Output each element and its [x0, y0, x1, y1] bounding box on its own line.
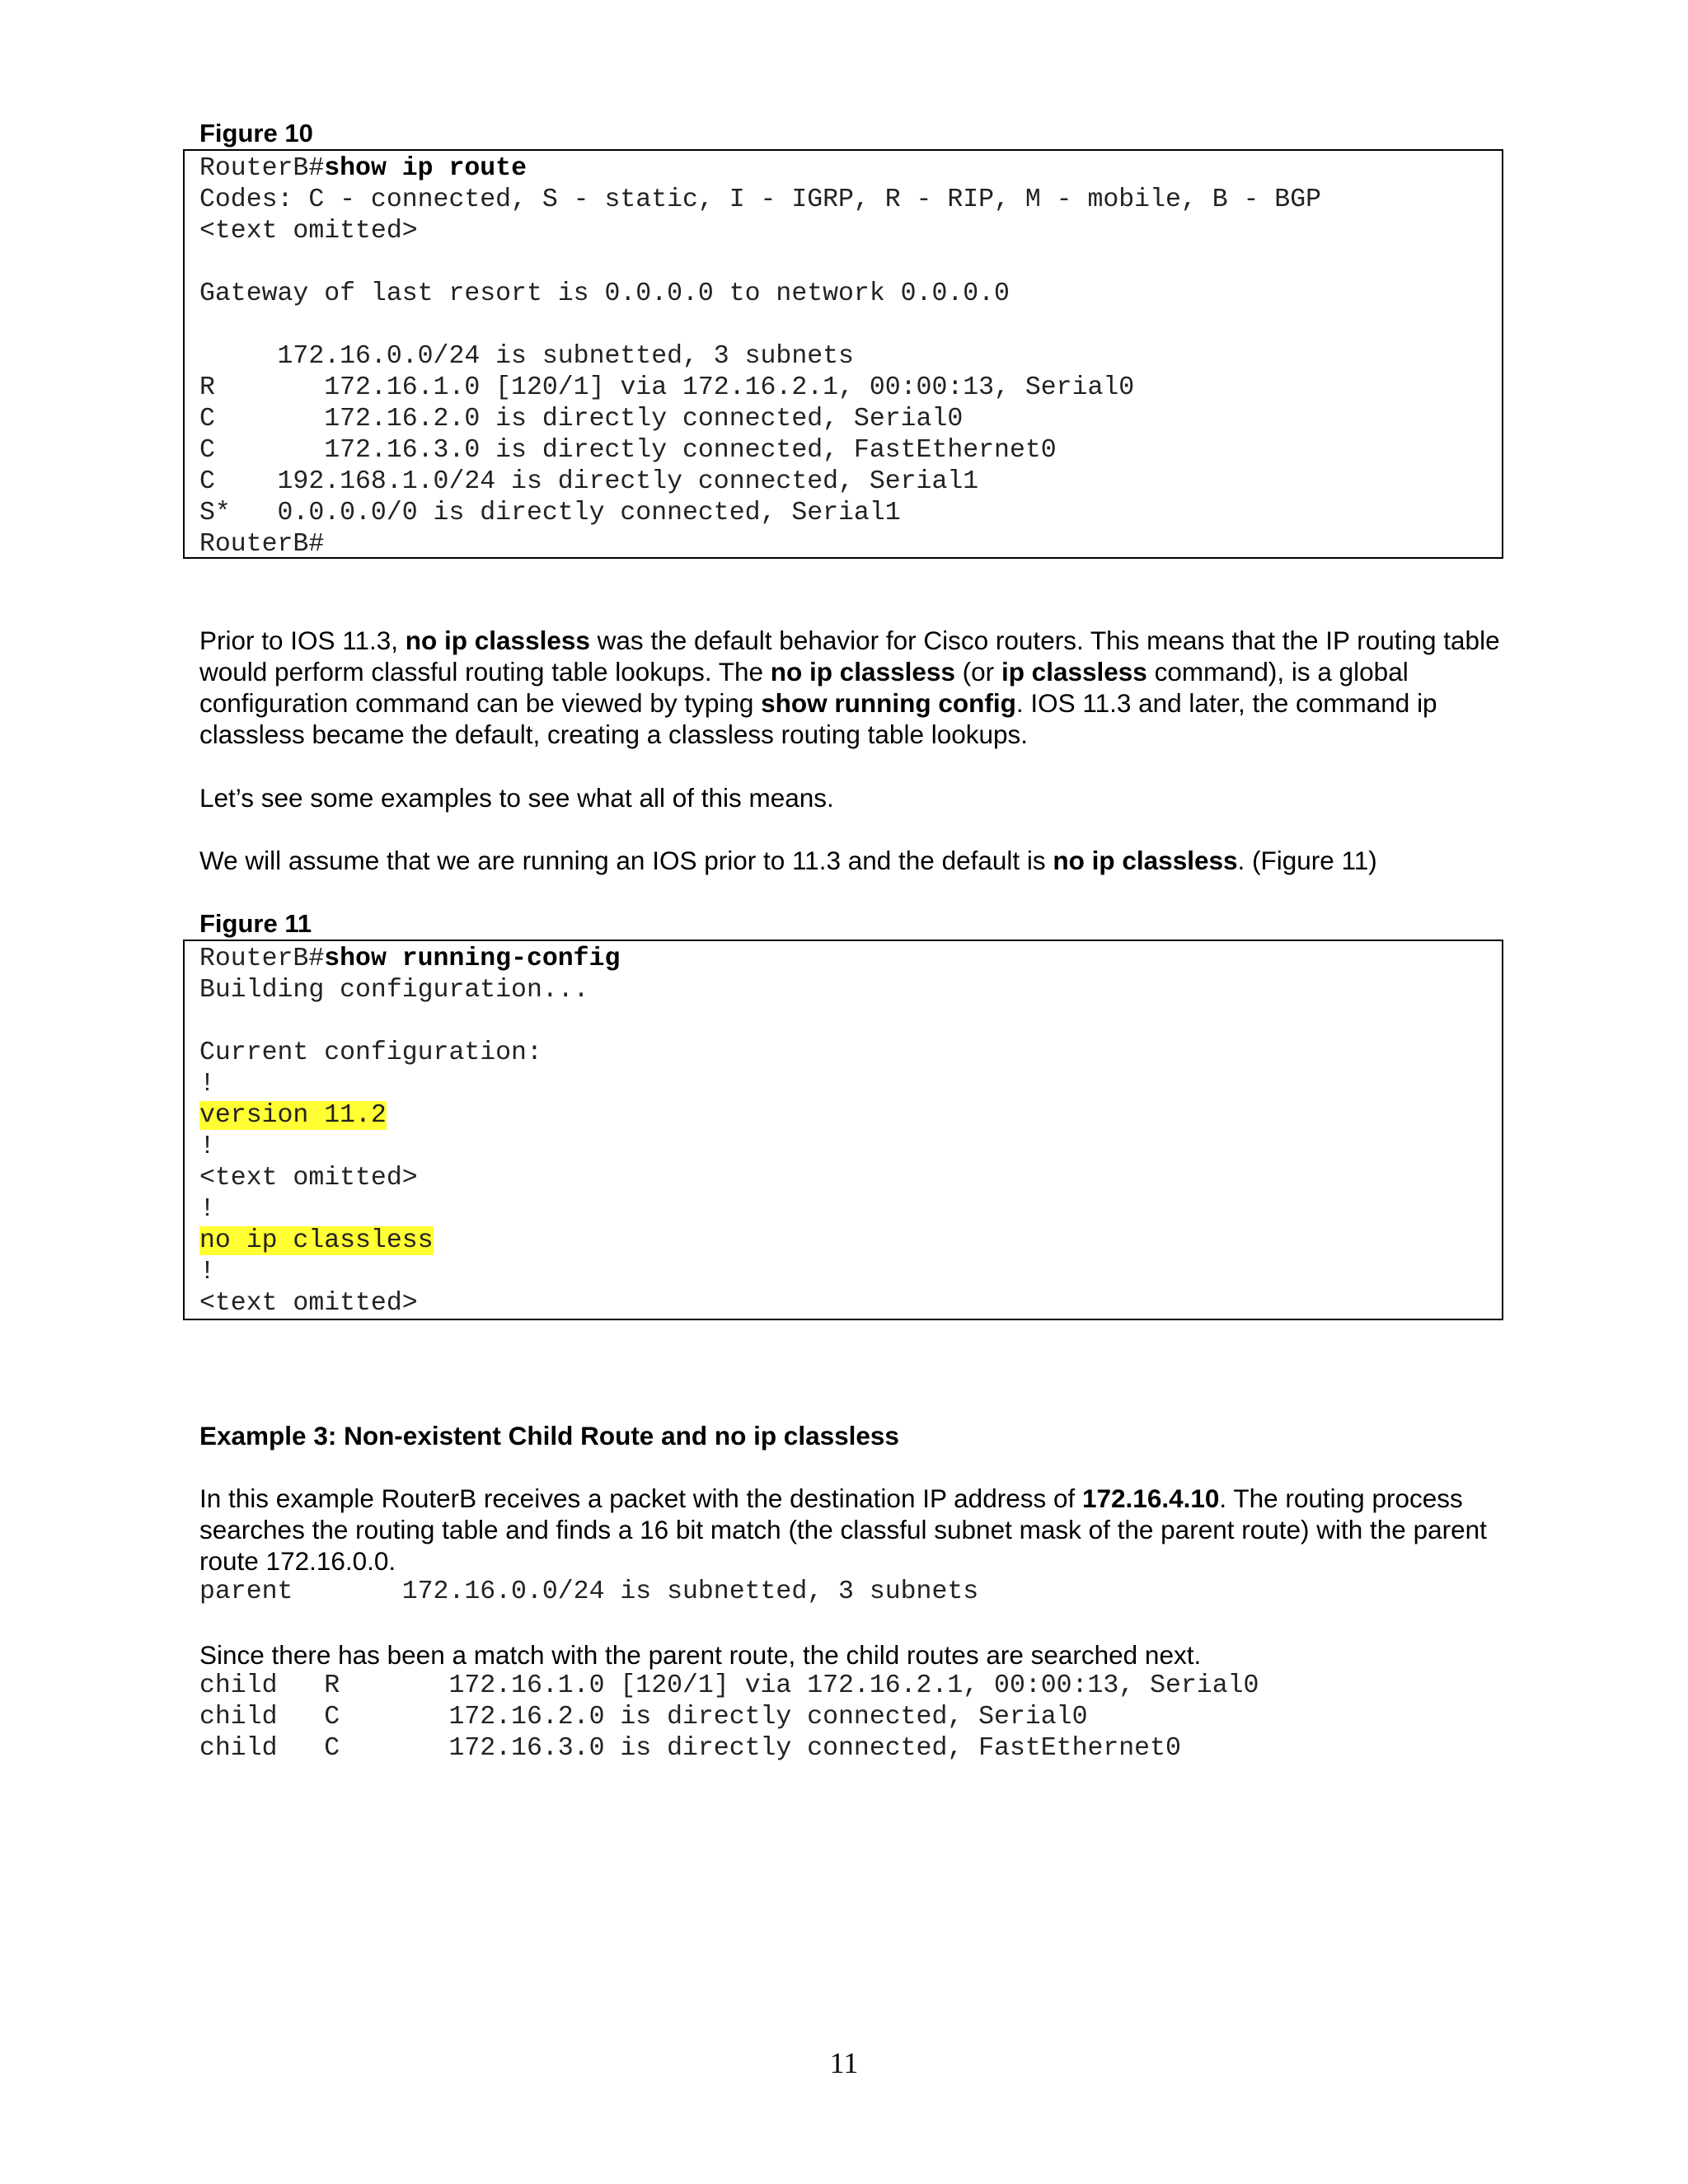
- code-line: 172.16.0.0/24 is subnetted, 3 subnets: [199, 342, 854, 371]
- text: was the default behavior for Cisco routers. This means that the IP routing table would perform classful routing table lookups. The: [199, 626, 1500, 687]
- bold-text: show running config: [761, 688, 1016, 718]
- bold-text: no ip classless: [770, 657, 955, 687]
- highlighted-line: [199, 1226, 1502, 1257]
- version-highlight: version 11.2: [199, 1101, 387, 1130]
- paragraph-assumption: [199, 845, 1502, 876]
- code-line: Codes: C - connected, S - static, I - IGRP, R - RIP, M - mobile, B - BGP: [199, 185, 1322, 214]
- code-line: <text omitted>: [199, 1164, 418, 1193]
- text: . IOS 11.3 and later, the command ip classless became the default, creating a classless routing table lookups.: [199, 688, 1437, 749]
- text: (or: [954, 657, 1001, 687]
- child-routes-block: [199, 1671, 1259, 1765]
- figure-10-code-box: [183, 149, 1503, 559]
- parent-route-line: parent 172.16.0.0/24 is subnetted, 3 subnets: [199, 1577, 979, 1606]
- prompt: RouterB#: [199, 154, 325, 183]
- command-line: [199, 944, 1502, 975]
- bold-text: ip classless: [1001, 657, 1147, 687]
- code-line: C 192.168.1.0/24 is directly connected, Serial1: [199, 467, 979, 496]
- code-line: !: [199, 1070, 215, 1099]
- bold-text: 172.16.4.10: [1082, 1483, 1220, 1513]
- child-route-line: child C 172.16.2.0 is directly connected, Serial0: [199, 1703, 1088, 1732]
- text: command), is a global configuration command can be viewed by typing: [199, 657, 1409, 718]
- code-line: Current configuration:: [199, 1038, 542, 1067]
- example-3-heading: Example 3: Non-existent Child Route and no ip classless: [199, 1421, 899, 1451]
- text: Prior to IOS 11.3,: [199, 626, 406, 655]
- code-line: Building configuration...: [199, 976, 589, 1005]
- code-line: !: [199, 1195, 215, 1224]
- code-line: <text omitted>: [199, 1289, 418, 1318]
- child-route-line: child C 172.16.3.0 is directly connected, FastEthernet0: [199, 1734, 1181, 1763]
- no-ip-classless-highlight: no ip classless: [199, 1226, 434, 1255]
- paragraph-examples: Let’s see some examples to see what all of this means.: [199, 783, 834, 813]
- command: show running-config: [324, 944, 621, 973]
- bold-text: no ip classless: [1053, 846, 1238, 875]
- figure-11-code-box: [183, 940, 1503, 1320]
- figure-10-label: Figure 10: [199, 119, 313, 148]
- code-line: !: [199, 1132, 215, 1161]
- text: In this example RouterB receives a packet with the destination IP address of: [199, 1483, 1082, 1513]
- prompt: RouterB#: [199, 944, 325, 973]
- command: show ip route: [324, 154, 527, 183]
- code-line: [199, 1006, 1502, 1038]
- child-route-line: child R 172.16.1.0 [120/1] via 172.16.2.1, 00:00:13, Serial0: [199, 1671, 1259, 1700]
- text: . The routing process searches the routing table and finds a 16 bit match (the classful subnet mask of the parent route) with the parent route 172.16.0.0.: [199, 1483, 1487, 1576]
- figure-11-label: Figure 11: [199, 909, 312, 938]
- page-number: 11: [829, 2046, 859, 2079]
- example-3-paragraph: [199, 1483, 1502, 1577]
- code-line: [199, 310, 1502, 341]
- code-line: [199, 247, 1502, 279]
- code-line: R 172.16.1.0 [120/1] via 172.16.2.1, 00:00:13, Serial0: [199, 373, 1135, 402]
- code-line: !: [199, 1258, 215, 1286]
- code-line: RouterB#: [199, 530, 325, 559]
- text: . (Figure 11): [1237, 846, 1377, 875]
- command-line: [199, 153, 1502, 185]
- code-line: C 172.16.2.0 is directly connected, Serial0: [199, 405, 964, 434]
- code-line: S* 0.0.0.0/0 is directly connected, Serial1: [199, 499, 901, 527]
- parent-route-block: [199, 1577, 978, 1608]
- bold-text: no ip classless: [405, 626, 590, 655]
- code-line: <text omitted>: [199, 217, 418, 246]
- code-line: Gateway of last resort is 0.0.0.0 to network 0.0.0.0: [199, 279, 1010, 308]
- text: We will assume that we are running an IOS prior to 11.3 and the default is: [199, 846, 1053, 875]
- code-line: C 172.16.3.0 is directly connected, FastEthernet0: [199, 436, 1057, 465]
- child-search-paragraph: Since there has been a match with the parent route, the child routes are searched next.: [199, 1640, 1202, 1670]
- highlighted-line: [199, 1100, 1502, 1132]
- paragraph-ip-classless-intro: [199, 625, 1502, 750]
